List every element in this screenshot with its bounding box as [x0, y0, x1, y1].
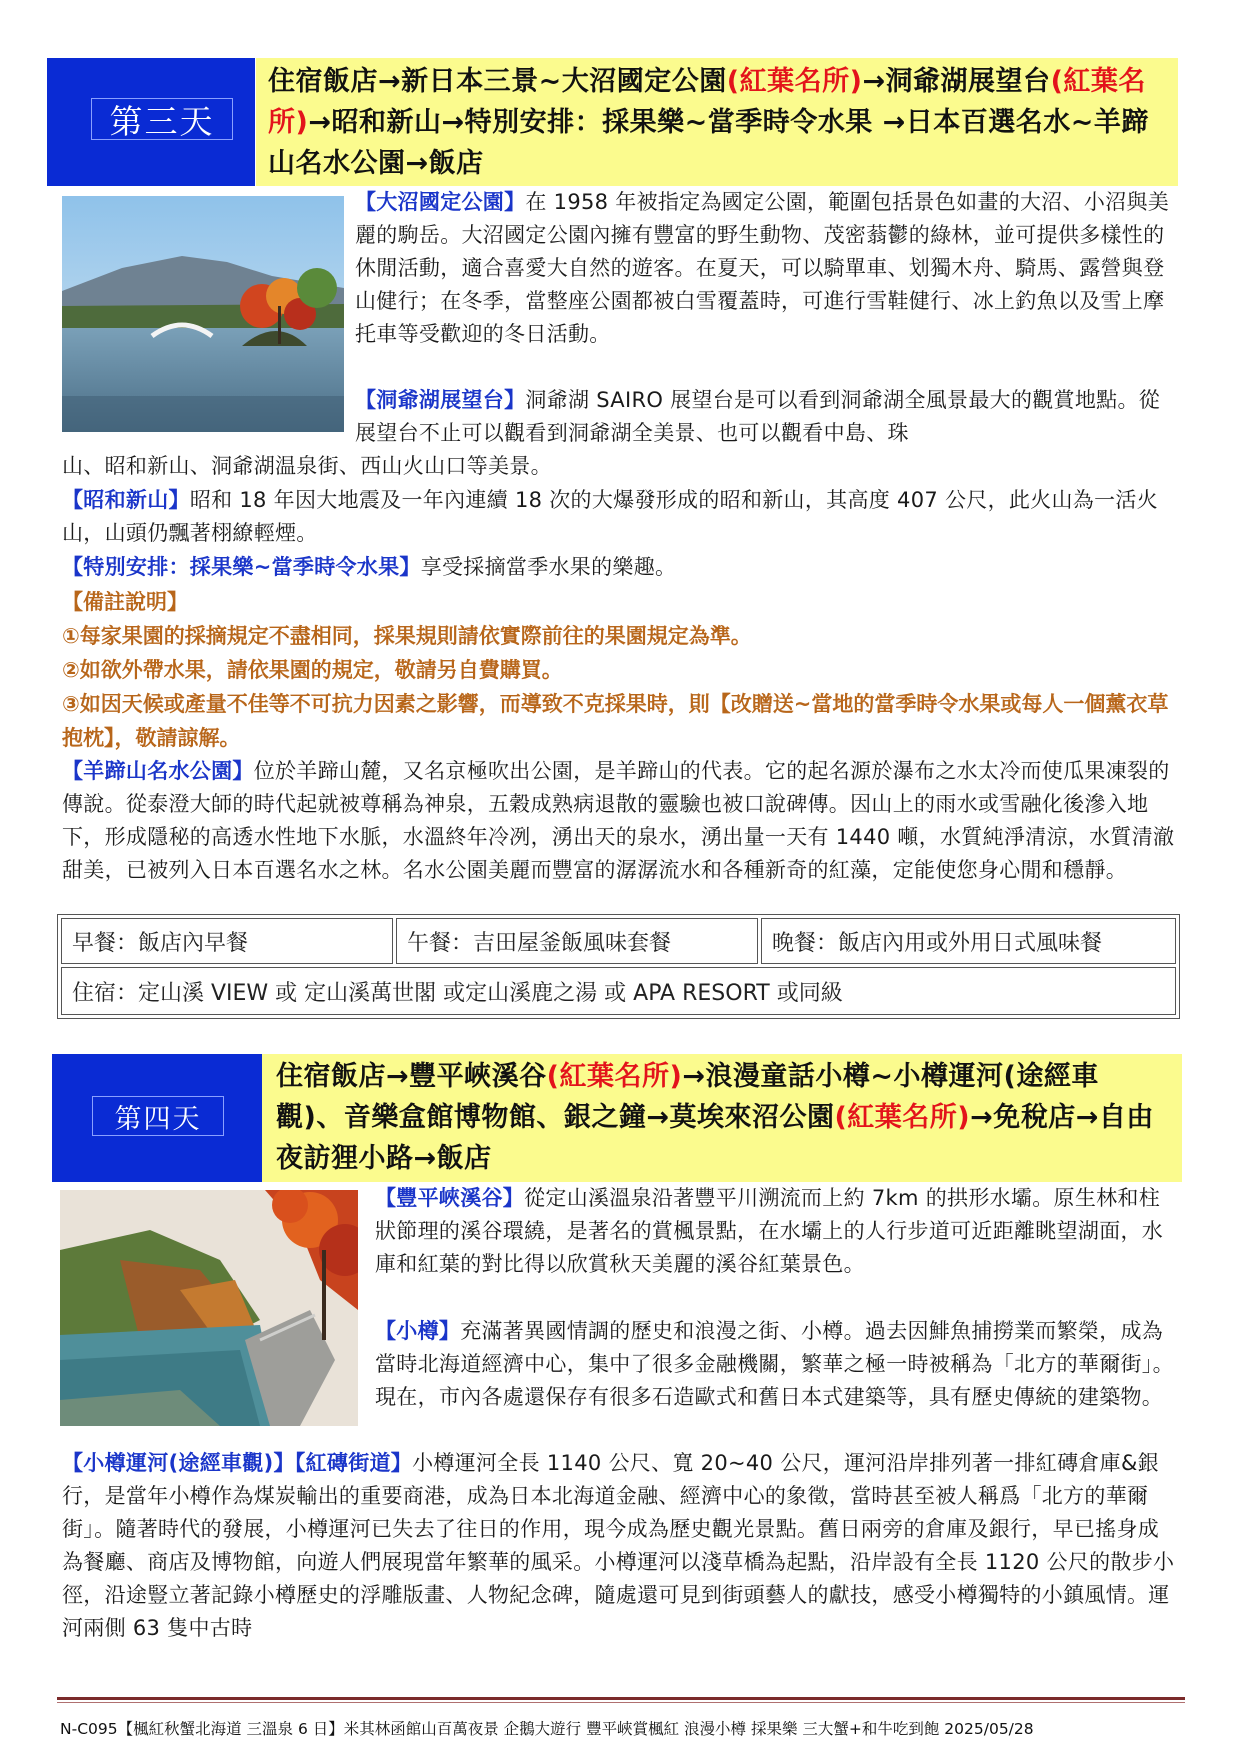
day3-meal-table [57, 914, 1180, 1019]
day4-route-box [262, 1054, 1182, 1182]
canal-section [62, 1447, 1180, 1645]
day4-label: 第四天 [92, 1096, 224, 1136]
fruit-title: 【特別安排：採果樂~當季時令水果】 [62, 555, 421, 579]
otaru-title: 【小樽】 [375, 1319, 461, 1343]
hotel-cell: 住宿：定山溪 VIEW 或 定山溪萬世閣 或定山溪鹿之湯 或 APA RESORT 或同級 [61, 967, 1176, 1015]
lunch-cell: 午餐：吉田屋釜飯風味套餐 [396, 918, 758, 964]
yotei-text: 位於羊蹄山麓，又名京極吹出公園，是羊蹄山的代表。它的起名源於瀑布之水太冷而使瓜果凍裂的傳說。從泰澄大師的時代起就被尊稱為神泉，五穀成熟病退散的靈驗也被口說碑傳。因山上的雨水或雪融化後滲入地下，形成隱秘的高透水性地下水脈，水溫終年冷冽，湧出天的泉水，湧出量一天有 1440 噸，水質純淨清涼，水質清澈甜美，已被列入日本百選名水之林。名水公園美麗而豐富的潺潺流水和各種新奇的紅藻，定能使您身心閒和穩靜。 [62, 759, 1175, 882]
day3-route: 住宿飯店→新日本三景~大沼國定公園(紅葉名所)→洞爺湖展望台(紅葉名所)→昭和新山→特別安排：採果樂~當季時令水果 →日本百選名水~羊蹄山名水公園→飯店 [268, 66, 1149, 179]
fruit-text: 享受採摘當季水果的樂趣。 [420, 555, 677, 579]
day3-label: 第三天 [91, 98, 233, 140]
day4-route: 住宿飯店→豐平峽溪谷(紅葉名所)→浪漫童話小樽~小樽運河(途經車觀)、音樂盒館博物館、銀之鐘→莫埃來沼公園(紅葉名所)→免稅店→自由夜訪狸小路→飯店 [276, 1061, 1154, 1174]
notes-title: 【備註說明】 [62, 590, 188, 614]
footer-rule-thin [57, 1702, 1185, 1703]
toya-title: 【洞爺湖展望台】 [355, 388, 526, 412]
day3-route-box [256, 58, 1178, 186]
onuma-title: 【大沼國定公園】 [355, 190, 526, 214]
fruit-section [62, 551, 1177, 584]
showa-title: 【昭和新山】 [62, 488, 190, 512]
onuma-text: 在 1958 年被指定為國定公園，範圍包括景色如畫的大沼、小沼與美麗的駒岳。大沼國定公園內擁有豐富的野生動物、茂密蓊鬱的綠林，並可提供多樣性的休閒活動，適合喜愛大自然的遊客。在夏天，可以騎單車、划獨木舟、騎馬、露營與登山健行；在冬季，當整座公園都被白雪覆蓋時，可進行雪鞋健行、冰上釣魚以及雪上摩托車等受歡迎的冬日活動。 [355, 190, 1170, 346]
toya-text-b: 山、昭和新山、洞爺湖温泉街、西山火山口等美景。 [62, 454, 552, 478]
hoheikyo-title: 【豐平峽溪谷】 [375, 1186, 525, 1210]
day4-label-box [52, 1054, 262, 1182]
otaru-text: 充滿著異國情調的歷史和浪漫之街、小樽。過去因鯡魚捕撈業而繁榮，成為當時北海道經濟中心，集中了很多金融機關，繁華之極一時被稱為「北方的華爾街」。現在，市內各處還保存有很多石造歐式和舊日本式建築等，具有歷史傳統的建築物。 [375, 1319, 1174, 1409]
hoheikyo-text: 從定山溪溫泉沿著豐平川溯流而上約 7km 的拱形水壩。原生林和柱狀節理的溪谷環繞，是著名的賞楓景點，在水壩上的人行步道可近距離眺望湖面，水庫和紅葉的對比得以欣賞秋天美麗的溪谷紅葉景色。 [375, 1186, 1164, 1276]
footer-text: N-C095【楓紅秋蟹北海道 三溫泉 6 日】米其林函館山百萬夜景 企鵝大遊行 豐平峽賞楓紅 浪漫小樽 採果樂 三大蟹+和牛吃到飽 2025/05/28 [60, 1720, 1034, 1738]
onuma-section [355, 186, 1175, 351]
showa-text: 昭和 18 年因大地震及一年內連續 18 次的大爆發形成的昭和新山，其高度 407 公尺，此火山為一活火山，山頭仍飄著栩繚輕煙。 [62, 488, 1158, 545]
toya-section [355, 384, 1175, 450]
breakfast-cell: 早餐：飯店內早餐 [61, 918, 393, 964]
dinner-cell: 晚餐：飯店內用或外用日式風味餐 [761, 918, 1176, 964]
hoheikyo-section [375, 1182, 1180, 1281]
yotei-title: 【羊蹄山名水公園】 [62, 759, 254, 783]
note-item-3: ③如因天候或產量不佳等不可抗力因素之影響，而導致不克採果時，則【改贈送~當地的當季時令水果或每人一個薰衣草抱枕】，敬請諒解。 [62, 692, 1169, 750]
note-item-2: ②如欲外帶水果，請依果園的規定，敬請另自費購買。 [62, 658, 563, 682]
yotei-section [62, 755, 1177, 887]
hoheikyo-photo [60, 1190, 358, 1426]
otaru-section [375, 1315, 1180, 1414]
showa-section [62, 484, 1177, 550]
toya-text-a: 洞爺湖 SAIRO 展望台是可以看到洞爺湖全風景最大的觀賞地點。從展望台不止可以觀看到洞爺湖全美景、也可以觀看中島、珠 [355, 388, 1161, 445]
canal-text: 小樽運河全長 1140 公尺、寬 20~40 公尺，運河沿岸排列著一排紅磚倉庫&銀行，是當年小樽作為煤炭輸出的重要商港，成為日本北海道金融、經濟中心的象徵，當時甚至被人稱爲「北方的華爾街」。隨著時代的發展，小樽運河已失去了往日的作用，現今成為歷史觀光景點。舊日兩旁的倉庫及銀行，早已搖身成為餐廳、商店及博物館，向遊人們展現當年繁華的風采。小樽運河以淺草橋為起點，沿岸設有全長 1120 公尺的散步小徑，沿途豎立著記錄小樽歷史的浮雕版畫、人物紀念碑，隨處還可見到街頭藝人的獻技，感受小樽獨特的小鎮風情。運河兩側 63 隻中古時 [62, 1451, 1175, 1640]
canal-title: 【小樽運河(途經車觀)】【紅磚街道】 [62, 1451, 413, 1475]
note-item-1: ①每家果園的採摘規定不盡相同，採果規則請依實際前往的果園規定為準。 [62, 624, 752, 648]
onuma-park-photo [62, 196, 344, 432]
day3-label-box [47, 58, 255, 186]
footer-rule [57, 1697, 1185, 1700]
